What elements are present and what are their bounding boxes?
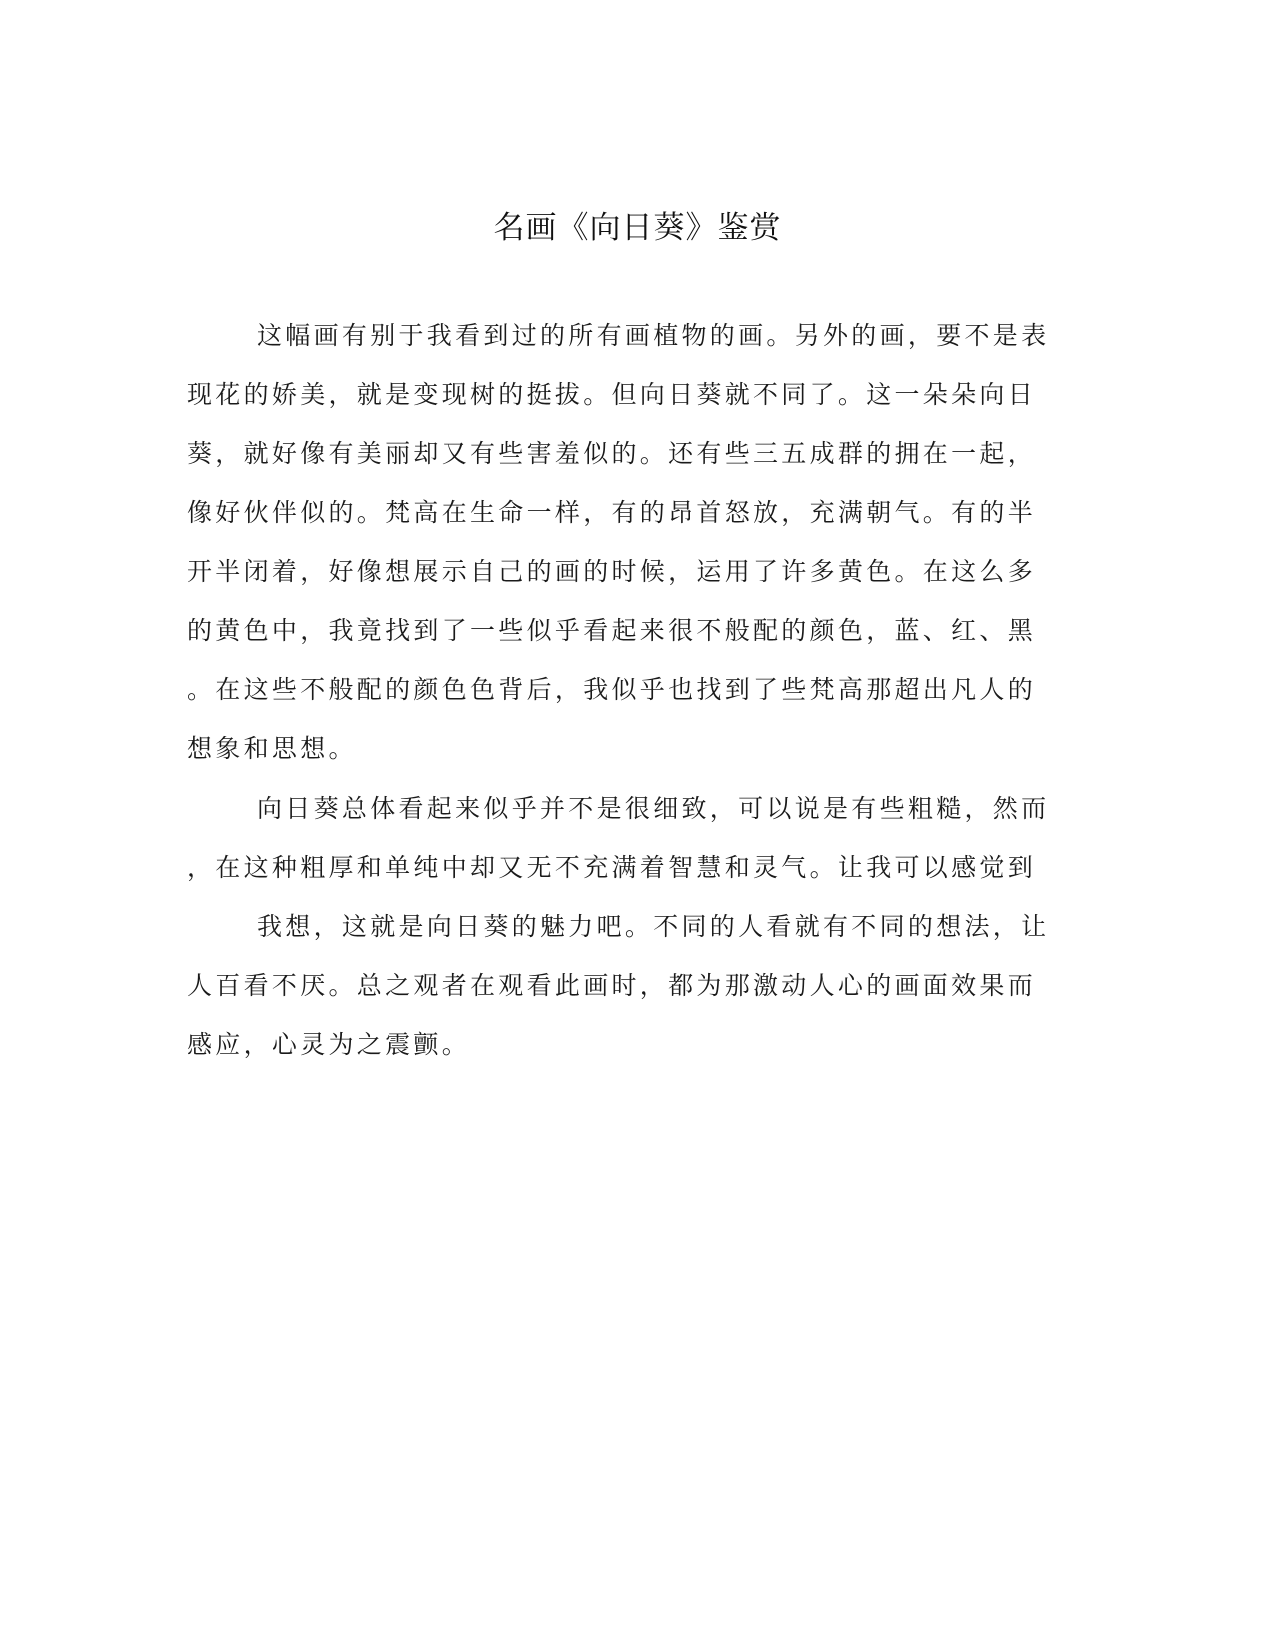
paragraph-line: 。在这些不般配的颜色色背后，我似乎也找到了些梵高那超出凡人的 [187, 675, 1037, 704]
paragraph-line: 现花的娇美，就是变现树的挺拔。但向日葵就不同了。这一朵朵向日 [187, 380, 1037, 409]
paragraph-line: 向日葵总体看起来似乎并不是很细致，可以说是有些粗糙，然而 [257, 794, 1050, 823]
paragraph-line: 想象和思想。 [187, 734, 357, 763]
paragraph-line: 葵，就好像有美丽却又有些害羞似的。还有些三五成群的拥在一起， [187, 439, 1037, 468]
document-title: 名画《向日葵》鉴赏 [493, 210, 782, 246]
paragraph-line: 这幅画有别于我看到过的所有画植物的画。另外的画，要不是表 [257, 321, 1050, 350]
paragraph-line: 人百看不厌。总之观者在观看此画时，都为那激动人心的画面效果而 [187, 971, 1037, 1000]
paragraph-line: 我想，这就是向日葵的魅力吧。不同的人看就有不同的想法，让 [257, 912, 1050, 941]
paragraph-line: ，在这种粗厚和单纯中却又无不充满着智慧和灵气。让我可以感觉到 [187, 853, 1037, 882]
paragraph-line: 开半闭着，好像想展示自己的画的时候，运用了许多黄色。在这么多 [187, 557, 1037, 586]
paragraph-line: 像好伙伴似的。梵高在生命一样，有的昂首怒放，充满朝气。有的半 [187, 498, 1037, 527]
paragraph-line: 的黄色中，我竟找到了一些似乎看起来很不般配的颜色，蓝、红、黑 [187, 616, 1037, 645]
paragraph-line: 感应，心灵为之震颤。 [187, 1030, 471, 1059]
